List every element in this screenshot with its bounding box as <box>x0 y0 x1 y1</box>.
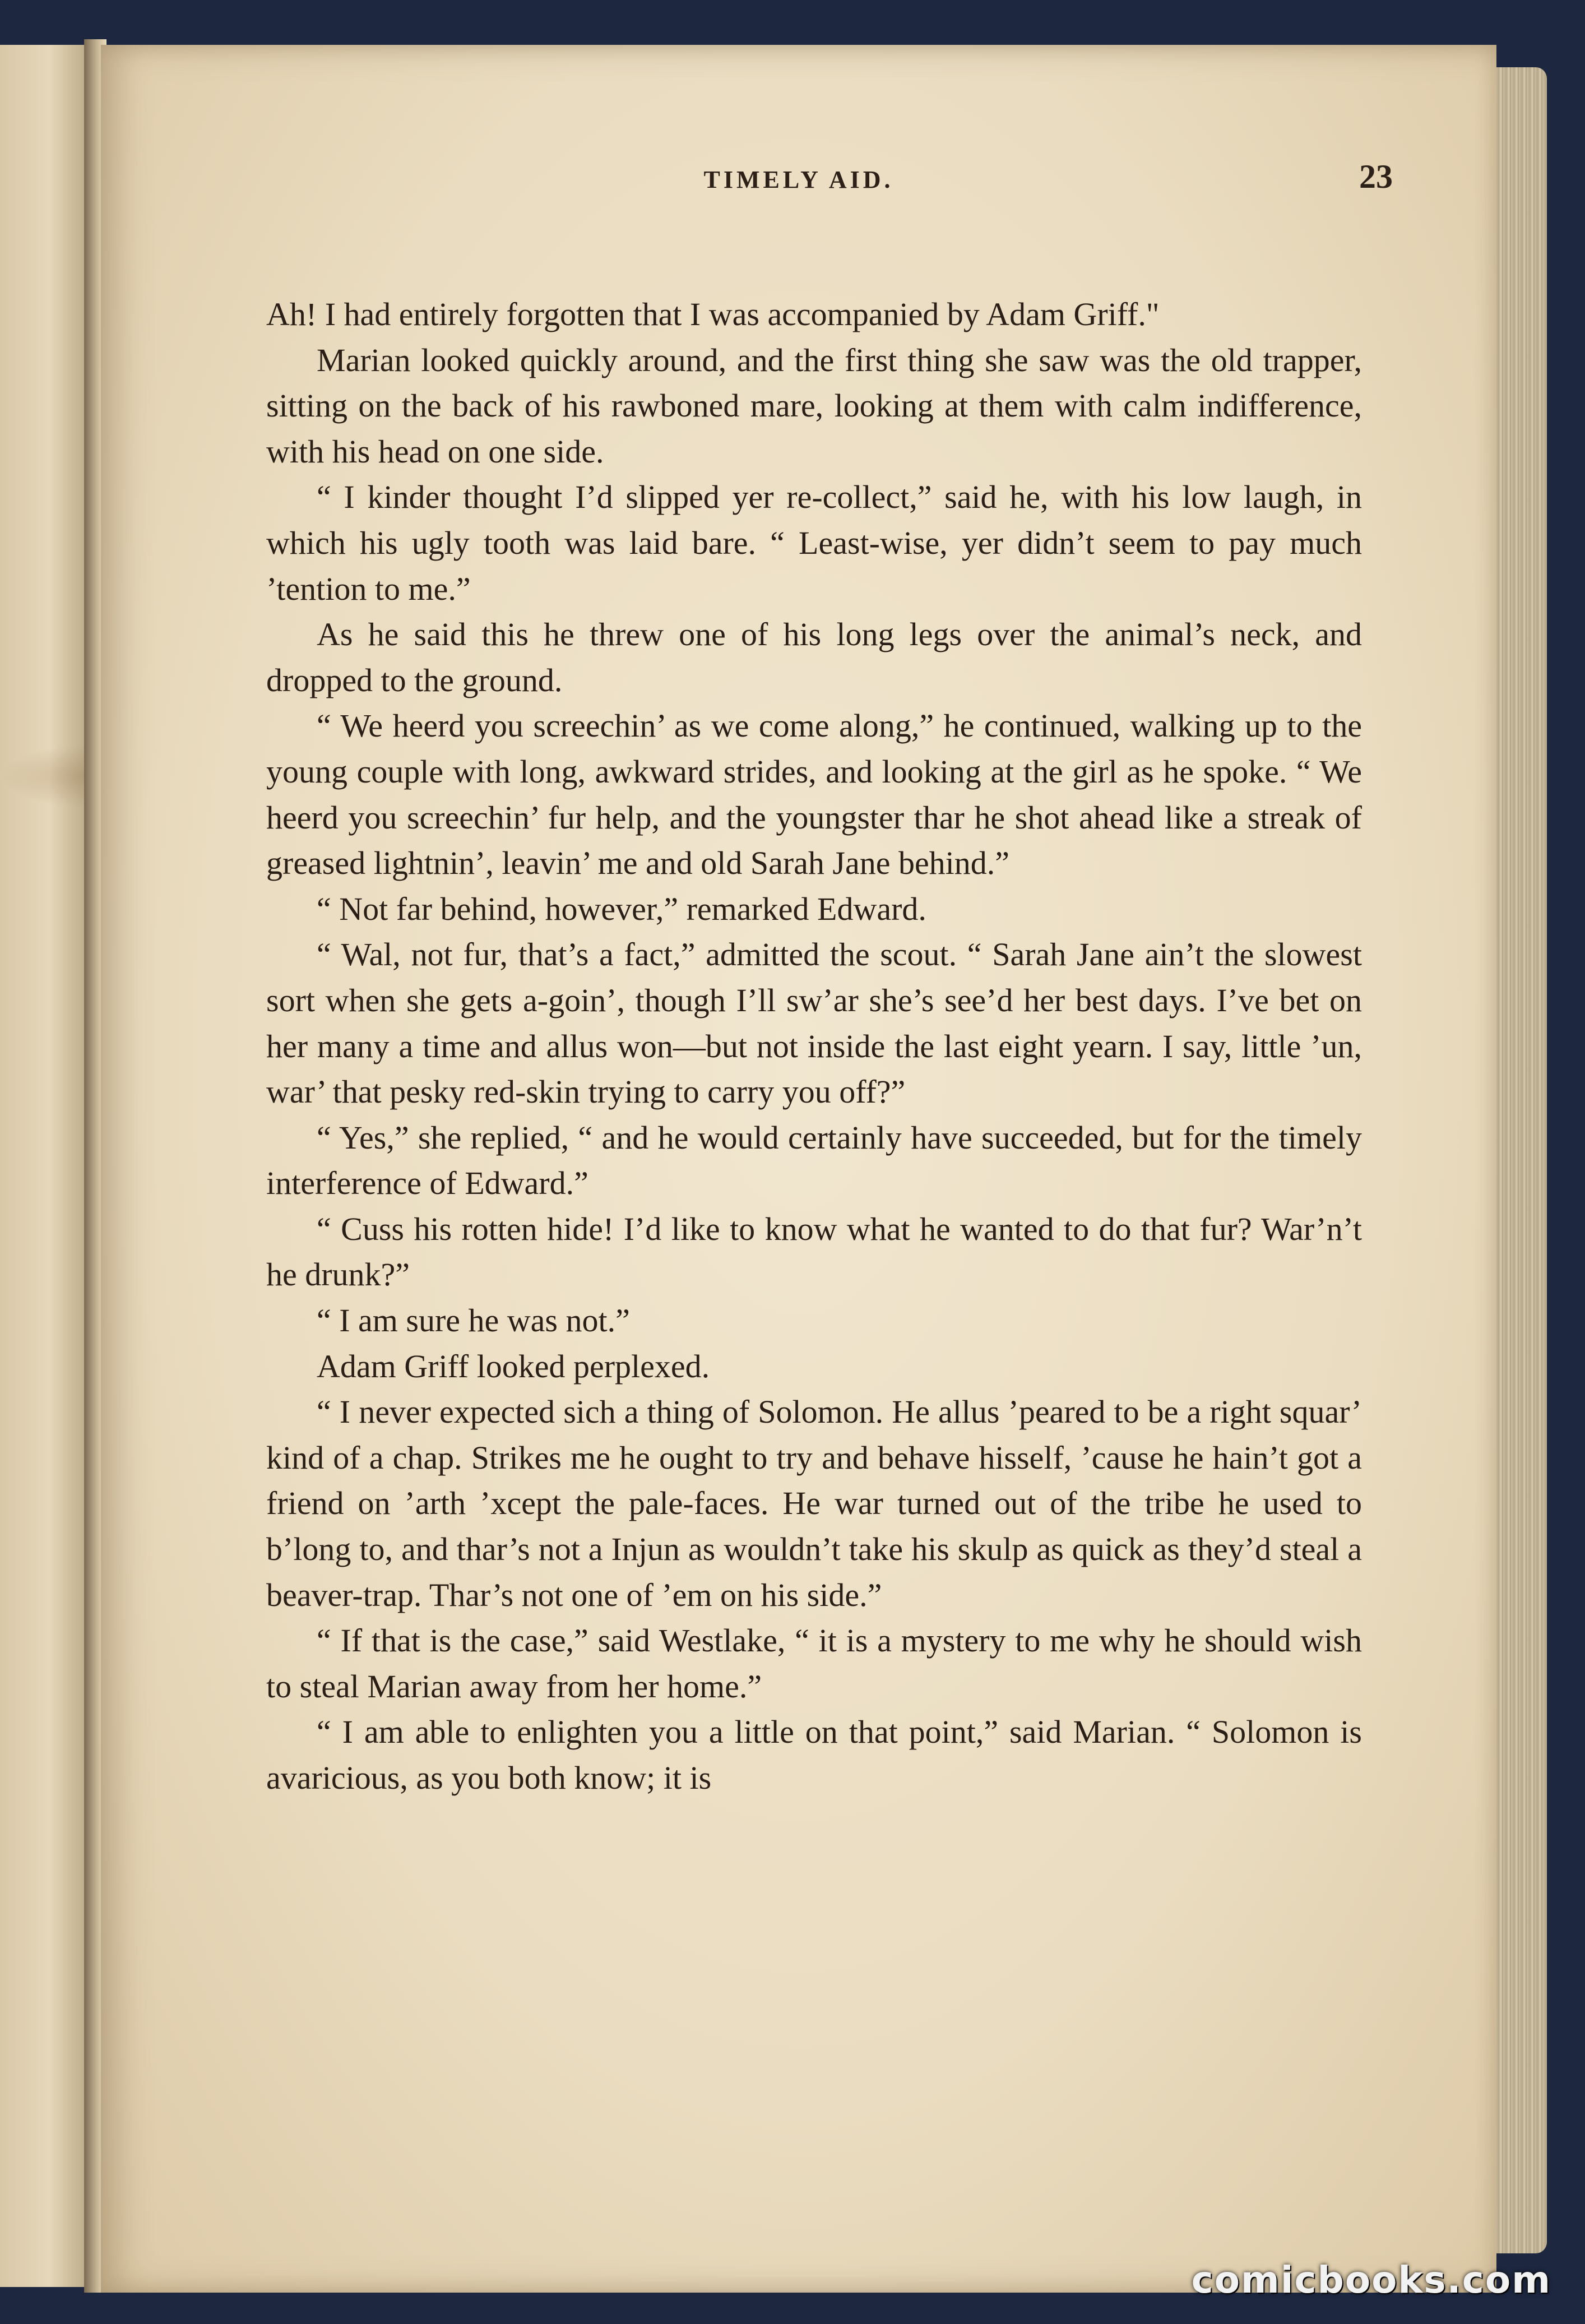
left-page-edge <box>0 45 90 2287</box>
running-title: TIMELY AID. <box>703 166 894 193</box>
paragraph: “ If that is the case,” said Westlake, “ it is a mystery to me why he should wish to steal Marian away from her home.” <box>266 1622 1362 1705</box>
paragraph: As he said this he threw one of his long legs over the animal’s neck, and dropped to the ground. <box>266 616 1362 698</box>
paragraph: “ Not far behind, however,” remarked Edward. <box>317 890 926 927</box>
book-page <box>101 45 1496 2293</box>
paragraph: “ I never expected sich a thing of Solomon. He allus ’peared to be a right squar’ kind of a chap. Strikes me he ought to try and behave hisself, ’cause he hain’t got a friend on ’arth ’xcept the pale-faces. He war turned out of the tribe he used to b’long to, and thar’s not a Injun as wouldn’t take his skulp as quick as they’d steal a beaver-trap. Thar’s not one of ’em on his side.” <box>266 1394 1362 1613</box>
paragraph: “ Cuss his rotten hide! I’d like to know what he wanted to do that fur? War’n’t he drunk?” <box>266 1210 1362 1293</box>
paragraph: “ We heerd you screechin’ as we come along,” he continued, walking up to the young couple with long, awkward strides, and looking at the girl as he spoke. “ We heerd you screechin’ fur help, and the youngster thar he shot ahead like a streak of greased lightnin’, leavin’ me and old Sarah Jane behind.” <box>266 707 1362 882</box>
running-head <box>101 158 1496 210</box>
paragraph: Marian looked quickly around, and the first thing she saw was the old trapper, sitting on the back of his rawboned mare, looking at them with calm indifference, with his head on one side. <box>266 341 1362 470</box>
body-text <box>266 291 1362 1801</box>
paragraph: “ I am able to enlighten you a little on that point,” said Marian. “ Solomon is avaricious, as you both know; it is <box>266 1714 1362 1796</box>
paragraph: “ I kinder thought I’d slipped yer re-collect,” said he, with his low laugh, in which his ugly tooth was laid bare. “ Least-wise, yer didn’t seem to pay much ’tention to me.” <box>266 479 1362 607</box>
page-number: 23 <box>1359 158 1393 195</box>
paragraph: Adam Griff looked perplexed. <box>317 1348 710 1385</box>
paragraph: “ Yes,” she replied, “ and he would certainly have succeeded, but for the timely interference of Edward.” <box>266 1119 1362 1202</box>
paragraph: Ah! I had entirely forgotten that I was accompanied by Adam Griff." <box>266 296 1160 332</box>
paragraph: “ I am sure he was not.” <box>317 1302 630 1339</box>
watermark: comicbooks.com <box>1191 2258 1551 2302</box>
paragraph: “ Wal, not fur, that’s a fact,” admitted the scout. “ Sarah Jane ain’t the slowest sort when she gets a-goin’, though I’ll sw’ar she’s see’d her best days. I’ve bet on her many a time and allus won—but not inside the last eight yearn. I say, little ’un, war’ that pesky red-skin trying to carry you off?” <box>266 936 1362 1110</box>
